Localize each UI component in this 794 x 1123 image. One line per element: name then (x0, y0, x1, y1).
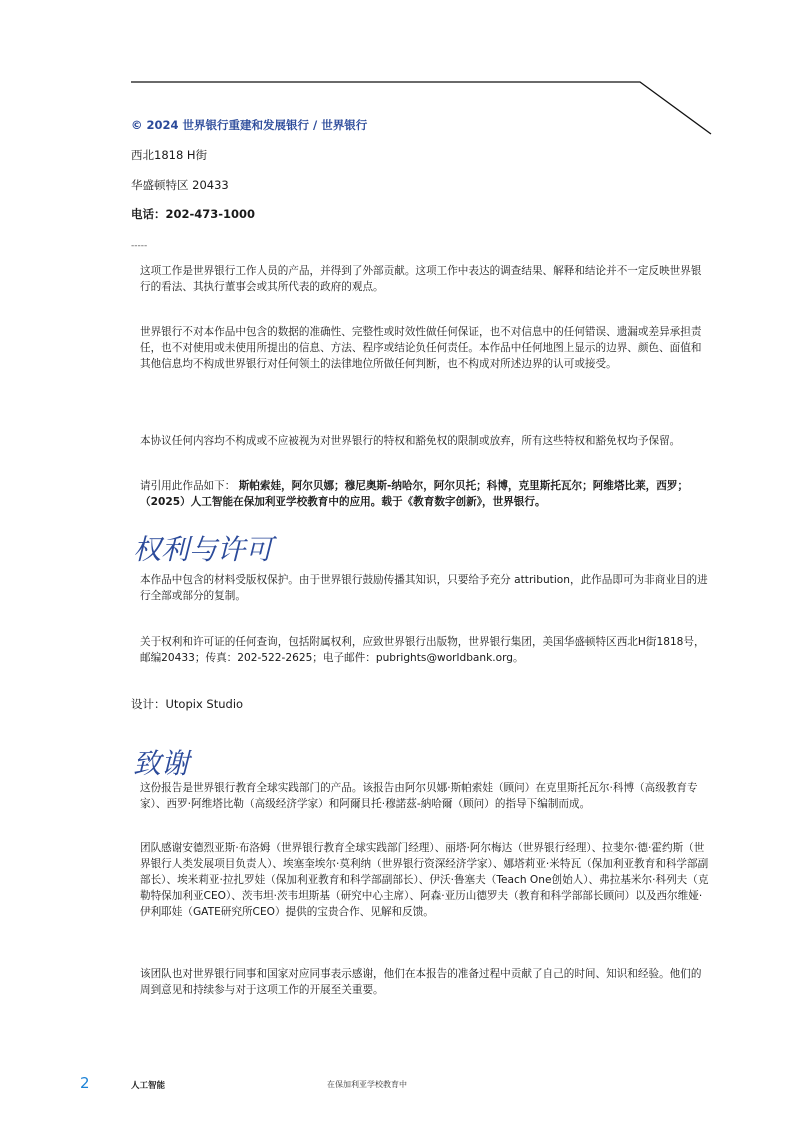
citation-prefix: 请引用此作品如下： (140, 480, 236, 492)
phone-number: 电话：202-473-1000 (131, 207, 256, 221)
rights-heading: 权利与许可 (133, 533, 274, 566)
acknowledgements-paragraph-1: 这份报告是世界银行教育全球实践部门的产品。该报告由阿尔贝娜·斯帕索娃（顾问）在克里斯托瓦尔·科博（高级教育专家）、西罗·阿维塔比勒（高级经济学家）和阿爾貝托·穆諾茲-納哈爾（顾问）的指导下编制而成。 (140, 782, 698, 810)
copyright-line: © 2024 世界银行重建和发展银行 / 世界银行 (131, 118, 368, 132)
rights-paragraph-2: 关于权利和许可证的任何查询，包括附属权利，应致世界银行出版物，世界银行集团，美国华盛顿特区西北H街1818号，邮编20433；传真：202-522-2625；电子邮件：pubrights@worldbank.org。 (140, 636, 705, 664)
citation-paragraph (140, 478, 710, 510)
footer-left-title: 人工智能 (131, 1081, 166, 1091)
design-credit: 设计：Utopix Studio (131, 697, 244, 711)
disclaimer-paragraph-1: 这项工作是世界银行工作人员的产品，并得到了外部贡献。这项工作中表达的调查结果、解释和结论并不一定反映世界银行的看法、其执行董事会或其所代表的政府的观点。 (140, 265, 702, 293)
disclaimer-paragraph-2: 世界银行不对本作品中包含的数据的准确性、完整性或时效性做任何保证，也不对信息中的任何错误、遗漏或差异承担责任，也不对使用或未使用所提出的信息、方法、程序或结论负任何责任。本作品中任何地图上显示的边界、颜色、面值和其他信息均不构成世界银行对任何领土的法律地位所做任何判断，也不构成对所述边界的认可或接受。 (140, 326, 702, 370)
footer-center-title: 在保加利亚学校教育中 (327, 1080, 407, 1089)
disclaimer-paragraph-3: 本协议任何内容均不构成或不应被视为对世界银行的特权和豁免权的限制或放弃，所有这些特权和豁免权均予保留。 (140, 435, 681, 447)
page-number: 2 (80, 1074, 90, 1092)
header-rule (0, 0, 794, 140)
acknowledgements-heading: 致谢 (133, 747, 190, 780)
citation-text: 斯帕索娃，阿尔贝娜；穆尼奥斯-纳哈尔，阿尔贝托；科博，克里斯托瓦尔；阿维塔比莱，西罗；（2025）人工智能在保加利亚学校教育中的应用。载于《教育数字创新》，世界银行。 (140, 480, 689, 508)
acknowledgements-paragraph-2: 团队感谢安德烈亚斯·布洛姆（世界银行教育全球实践部门经理）、丽塔·阿尔梅达（世界银行经理）、拉斐尔·德·霍约斯（世界银行人类发展项目负责人）、埃塞奎埃尔·莫利纳（世界银行资深经济学家）、娜塔莉亚·米特瓦（保加利亚教育和科学部副部长）、埃米莉亚·拉扎罗娃（保加利亚教育和科学部副部长）、伊沃·鲁塞夫（Teach One创始人）、弗拉基米尔·科列夫（克勒特保加利亚CEO）、茨韦坦·茨韦坦斯基（研究中心主席）、阿森·亚历山德罗夫（教育和科学部部长顾问）以及西尔维娅·伊利耶娃（GATE研究所CEO）提供的宝贵合作、见解和反馈。 (140, 842, 709, 918)
address-city: 华盛顿特区 20433 (131, 178, 229, 192)
separator-dashes: ----- (131, 241, 148, 251)
acknowledgements-paragraph-3: 该团队也对世界银行同事和国家对应同事表示感谢，他们在本报告的准备过程中贡献了自己的时间、知识和经验。他们的周到意见和持续参与对于这项工作的开展至关重要。 (140, 968, 702, 996)
address-street: 西北1818 H街 (131, 148, 208, 162)
rights-paragraph-1: 本作品中包含的材料受版权保护。由于世界银行鼓励传播其知识，只要给予充分 attribution，此作品即可为非商业目的进行全部或部分的复制。 (140, 574, 708, 602)
